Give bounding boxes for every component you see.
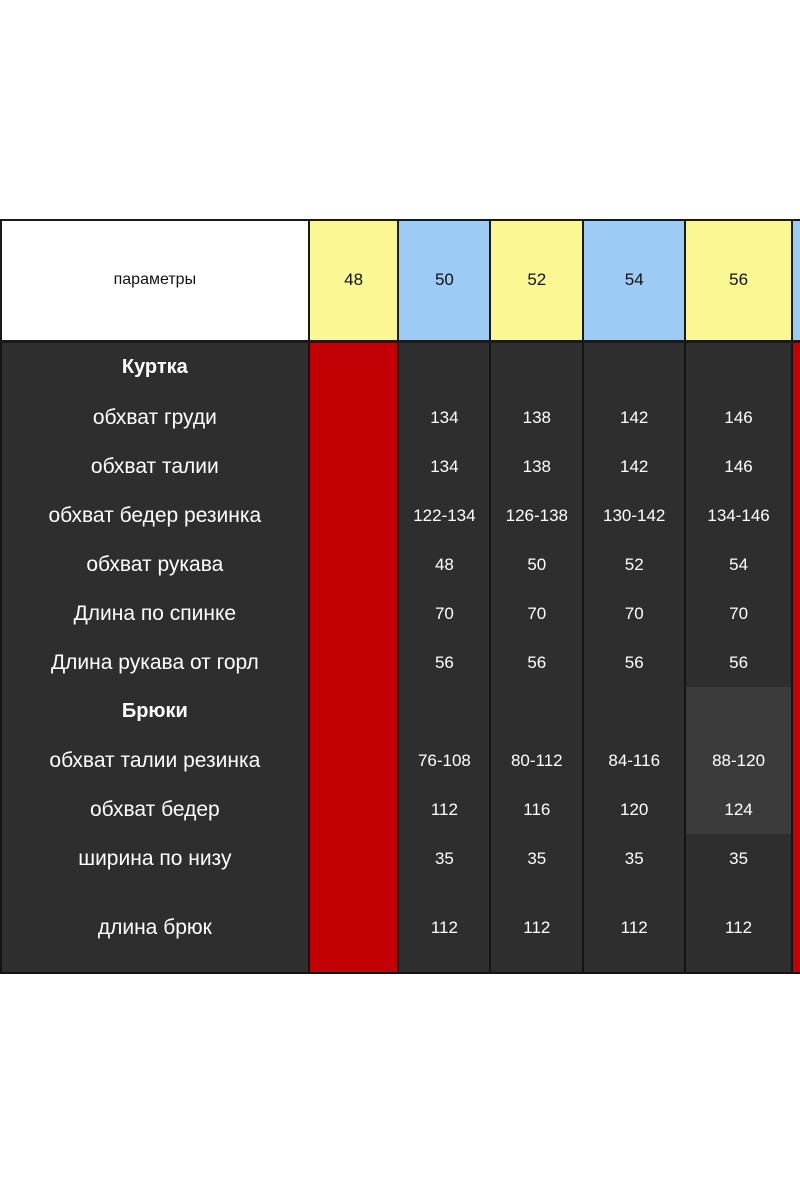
header-row <box>1 220 800 341</box>
table-cell: 70 <box>490 589 583 638</box>
cropped-cell <box>792 491 800 540</box>
table-cell: 120 <box>583 785 685 834</box>
size-header-52: 52 <box>490 220 583 341</box>
cropped-cell <box>792 736 800 785</box>
table-cell <box>309 491 399 540</box>
table-row <box>1 638 800 687</box>
row-label: длина брюк <box>1 883 309 973</box>
table-cell <box>309 393 399 442</box>
row-label: обхват груди <box>1 393 309 442</box>
table-cell: 70 <box>685 589 792 638</box>
cropped-cell <box>792 442 800 491</box>
cropped-cell <box>792 687 800 736</box>
section-title: Куртка <box>1 341 309 393</box>
section-row <box>1 341 800 393</box>
table-cell: 112 <box>583 883 685 973</box>
table-cell: 56 <box>685 638 792 687</box>
row-label: обхват бедер резинка <box>1 491 309 540</box>
table-cell: 122-134 <box>398 491 490 540</box>
row-label: обхват талии резинка <box>1 736 309 785</box>
table-cell <box>685 687 792 736</box>
size-header-54: 54 <box>583 220 685 341</box>
cropped-cell <box>792 638 800 687</box>
table-cell: 52 <box>583 540 685 589</box>
row-label: обхват бедер <box>1 785 309 834</box>
section-title: Брюки <box>1 687 309 736</box>
table-row <box>1 834 800 883</box>
table-cell <box>309 638 399 687</box>
table-cell <box>398 687 490 736</box>
size-header-56: 56 <box>685 220 792 341</box>
size-table <box>0 219 800 974</box>
table-cell: 35 <box>685 834 792 883</box>
table-cell: 80-112 <box>490 736 583 785</box>
table-cell: 70 <box>398 589 490 638</box>
cropped-cell <box>792 341 800 393</box>
cropped-cell <box>792 540 800 589</box>
table-cell: 146 <box>685 393 792 442</box>
table-cell: 35 <box>490 834 583 883</box>
table-cell <box>583 687 685 736</box>
cropped-cell <box>792 393 800 442</box>
table-cell <box>583 341 685 393</box>
section-row <box>1 687 800 736</box>
size-header-48: 48 <box>309 220 399 341</box>
table-cell: 35 <box>398 834 490 883</box>
table-cell: 70 <box>583 589 685 638</box>
row-label: Длина по спинке <box>1 589 309 638</box>
cropped-cell <box>792 834 800 883</box>
table-cell <box>490 341 583 393</box>
table-cell: 112 <box>398 785 490 834</box>
table-cell <box>398 341 490 393</box>
table-row <box>1 883 800 973</box>
table-cell: 138 <box>490 442 583 491</box>
table-cell: 116 <box>490 785 583 834</box>
table-cell: 35 <box>583 834 685 883</box>
size-header-50: 50 <box>398 220 490 341</box>
row-label: обхват талии <box>1 442 309 491</box>
table-cell: 48 <box>398 540 490 589</box>
table-cell <box>309 540 399 589</box>
table-cell: 112 <box>398 883 490 973</box>
table-row <box>1 442 800 491</box>
table-cell: 54 <box>685 540 792 589</box>
table-row <box>1 540 800 589</box>
table-cell: 142 <box>583 393 685 442</box>
table-cell: 56 <box>583 638 685 687</box>
table-cell <box>309 589 399 638</box>
parameters-header: параметры <box>1 220 309 341</box>
table-cell: 76-108 <box>398 736 490 785</box>
table-cell: 84-116 <box>583 736 685 785</box>
table-cell: 126-138 <box>490 491 583 540</box>
table-row <box>1 589 800 638</box>
table-cell: 88-120 <box>685 736 792 785</box>
table-cell <box>309 883 399 973</box>
table-cell <box>309 834 399 883</box>
table-row <box>1 393 800 442</box>
cropped-cell <box>792 589 800 638</box>
table-cell: 130-142 <box>583 491 685 540</box>
table-cell: 56 <box>398 638 490 687</box>
cropped-header-cell <box>792 220 800 341</box>
table-cell: 124 <box>685 785 792 834</box>
table-cell: 112 <box>685 883 792 973</box>
cropped-cell <box>792 785 800 834</box>
table-row <box>1 736 800 785</box>
table-cell: 134 <box>398 393 490 442</box>
table-cell: 146 <box>685 442 792 491</box>
table-cell <box>309 736 399 785</box>
cropped-cell <box>792 883 800 973</box>
table-cell <box>685 341 792 393</box>
table-cell <box>309 442 399 491</box>
table-cell <box>309 785 399 834</box>
table-row <box>1 785 800 834</box>
table-cell <box>309 341 399 393</box>
row-label: ширина по низу <box>1 834 309 883</box>
row-label: обхват рукава <box>1 540 309 589</box>
table-cell: 56 <box>490 638 583 687</box>
table-cell: 142 <box>583 442 685 491</box>
table-cell <box>490 687 583 736</box>
table-cell: 50 <box>490 540 583 589</box>
table-cell <box>309 687 399 736</box>
table-cell: 112 <box>490 883 583 973</box>
table-cell: 138 <box>490 393 583 442</box>
table-row <box>1 491 800 540</box>
table-cell: 134-146 <box>685 491 792 540</box>
table-cell: 134 <box>398 442 490 491</box>
row-label: Длина рукава от горл <box>1 638 309 687</box>
